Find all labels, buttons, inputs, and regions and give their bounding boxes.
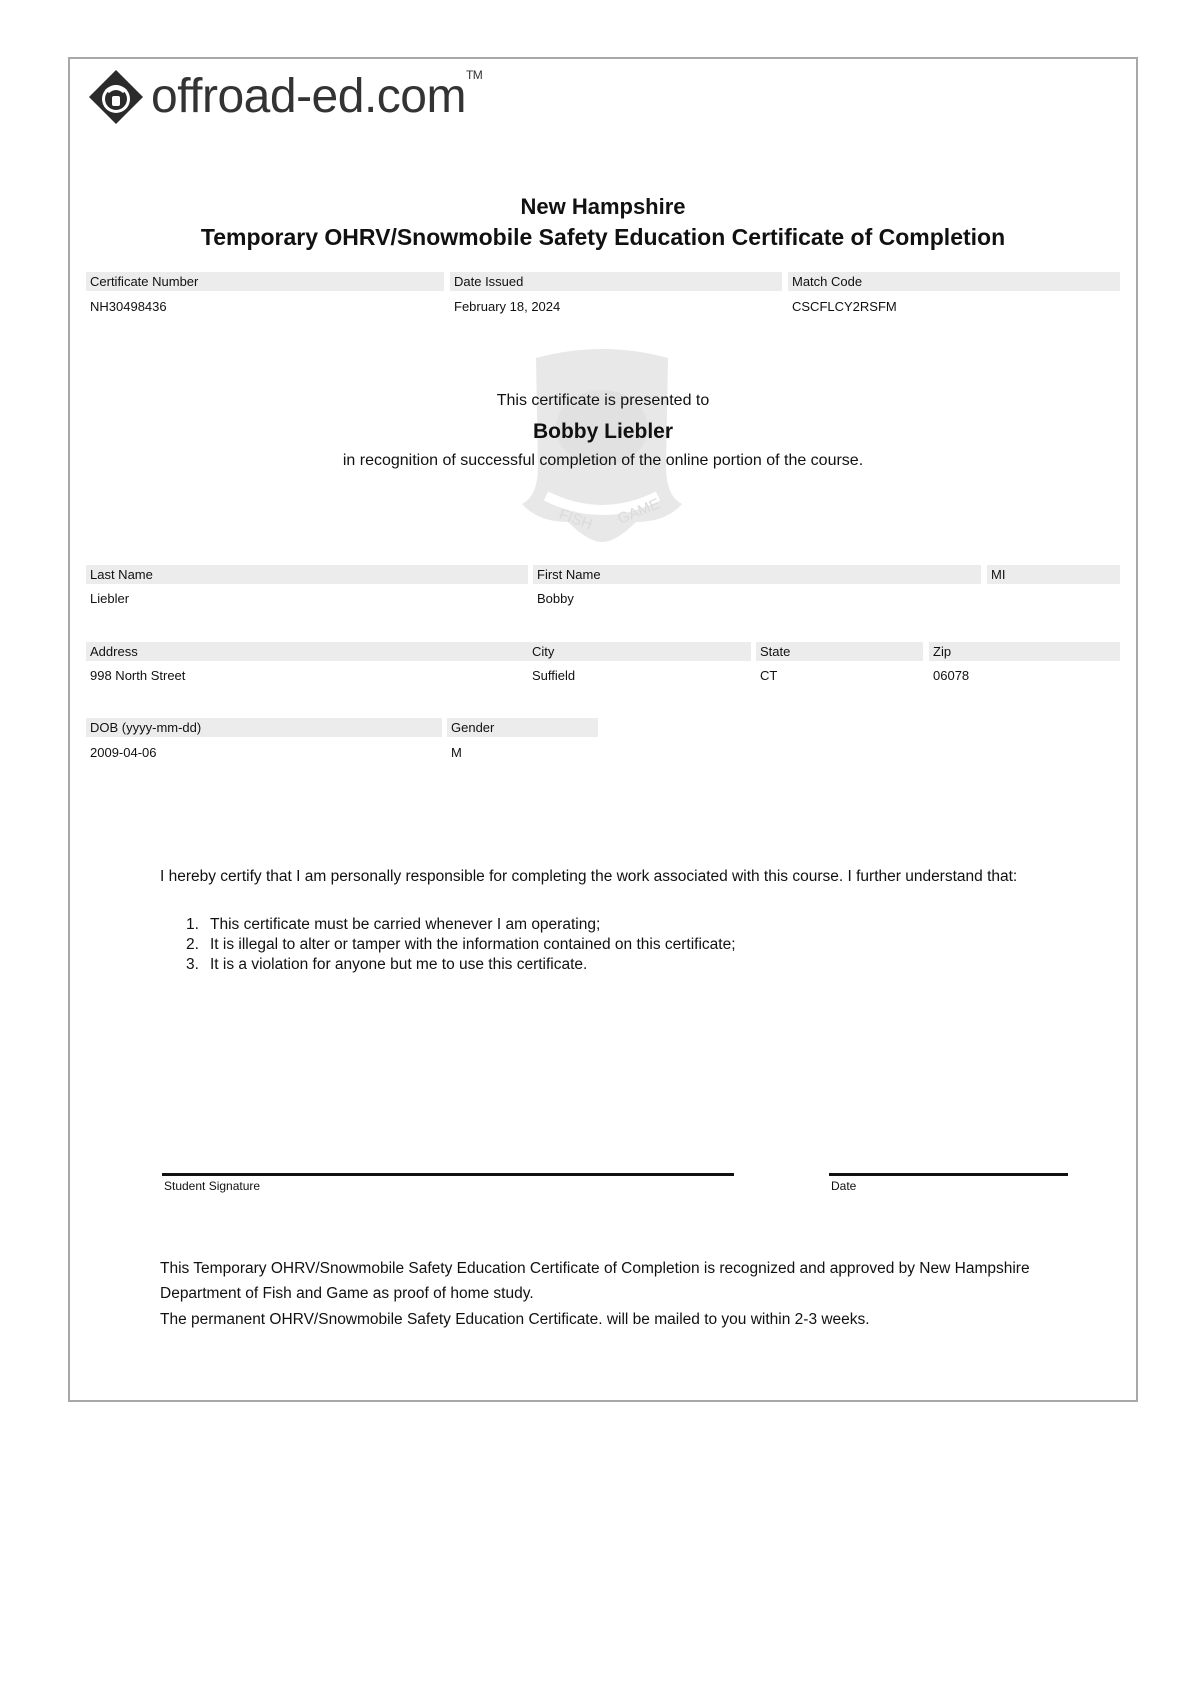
first-name-value: Bobby bbox=[537, 591, 574, 606]
mi-label: MI bbox=[987, 565, 1120, 584]
zip-label: Zip bbox=[929, 642, 1120, 661]
recognition-text: in recognition of successful completion of the online portion of the course. bbox=[342, 452, 864, 469]
seal-text-left: FISH bbox=[556, 505, 595, 534]
gender-value: M bbox=[451, 745, 462, 760]
last-name-label: Last Name bbox=[86, 565, 528, 584]
address-value: 998 North Street bbox=[90, 668, 186, 683]
date-signature-label: Date bbox=[831, 1179, 857, 1193]
last-name-value: Liebler bbox=[90, 591, 130, 606]
certificate-number-label: Certificate Number bbox=[86, 272, 444, 291]
state-label: State bbox=[756, 642, 923, 661]
dob-label: DOB (yyyy-mm-dd) bbox=[86, 718, 442, 737]
gender-label: Gender bbox=[447, 718, 598, 737]
trademark-mark: TM bbox=[465, 68, 483, 82]
offroad-diamond-icon bbox=[87, 68, 145, 126]
list-item: 1. This certificate must be carried whenever I am operating; bbox=[186, 916, 601, 933]
certification-conditions bbox=[186, 915, 736, 975]
seal-text-right: GAME bbox=[615, 495, 663, 528]
zip-value: 06078 bbox=[933, 668, 970, 683]
fish-and-game-seal-watermark bbox=[516, 346, 688, 542]
certificate-title: Temporary OHRV/Snowmobile Safety Education Certificate of Completion bbox=[200, 224, 1006, 250]
match-code-value: CSCFLCY2RSFM bbox=[792, 299, 897, 314]
student-signature-label: Student Signature bbox=[164, 1179, 261, 1193]
state-title: New Hampshire bbox=[520, 194, 686, 219]
recipient-name: Bobby Liebler bbox=[532, 420, 674, 443]
company-logo bbox=[87, 68, 482, 126]
city-label: City bbox=[528, 642, 751, 661]
list-item: 3. It is a violation for anyone but me to use this certificate. bbox=[186, 956, 588, 973]
footer-mailing-text: The permanent OHRV/Snowmobile Safety Education Certificate. will be mailed to you within 2-3 weeks. bbox=[160, 1311, 870, 1328]
address-label: Address bbox=[86, 642, 528, 661]
certificate-number-value: NH30498436 bbox=[90, 299, 167, 314]
logo-text: offroad-ed.com™ bbox=[151, 68, 483, 123]
dob-value: 2009-04-06 bbox=[90, 745, 157, 760]
match-code-label: Match Code bbox=[788, 272, 1120, 291]
city-value: Suffield bbox=[532, 668, 576, 683]
footer-recognition-text: This Temporary OHRV/Snowmobile Safety Education Certificate of Completion is recognized and approved by New Hampshire Department of Fish and Game as proof of home study. bbox=[160, 1260, 1030, 1302]
list-item: 2. It is illegal to alter or tamper with the information contained on this certificate; bbox=[186, 936, 736, 953]
state-value: CT bbox=[760, 668, 778, 683]
date-issued-value: February 18, 2024 bbox=[454, 299, 561, 314]
student-signature-line bbox=[162, 1173, 734, 1176]
certification-statement: I hereby certify that I am personally responsible for completing the work associated with this course. I further understand that: bbox=[160, 868, 1018, 885]
first-name-label: First Name bbox=[533, 565, 981, 584]
date-signature-line bbox=[829, 1173, 1068, 1176]
date-issued-label: Date Issued bbox=[450, 272, 782, 291]
presented-to-text: This certificate is presented to bbox=[496, 392, 710, 409]
